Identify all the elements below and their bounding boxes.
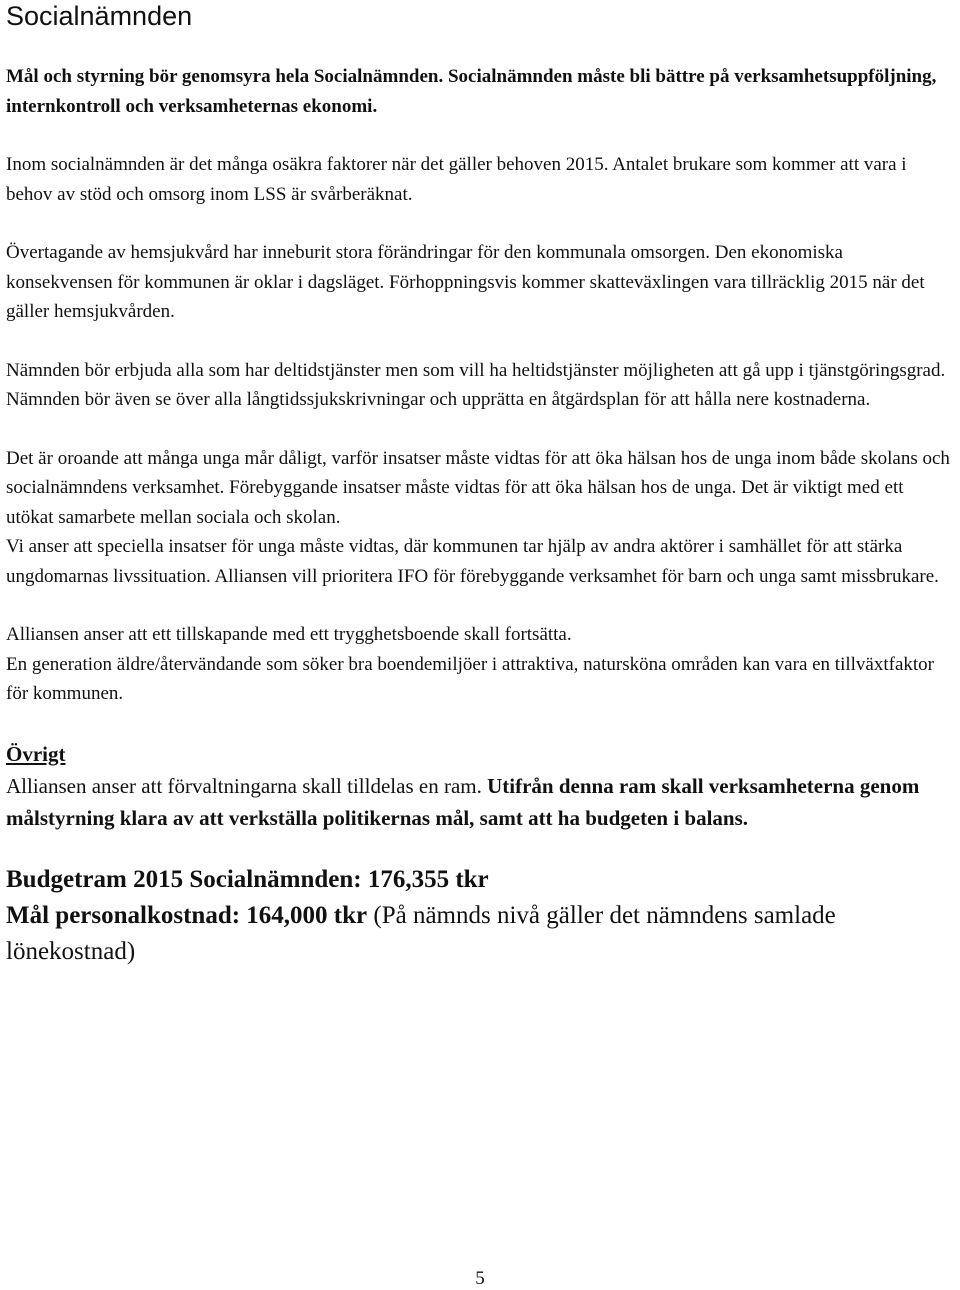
paragraph-generation: En generation äldre/återvändande som söker bra boendemiljöer i attraktiva, natursköna områden kan vara en tillväxtfaktor för kommunen. [6, 653, 935, 704]
paragraph-trygghetsboende: Alliansen anser att ett tillskapande med ett trygghetsboende skall fortsätta. [6, 624, 572, 645]
budget-line: Budgetram 2015 Socialnämnden: 176,355 tkr [6, 865, 489, 893]
paragraph-insatser: Vi anser att speciella insatser för unga måste vidtas, där kommunen tar hjälp av andra aktörer i samhället för att stärka ungdomarnas livssituation. Alliansen vill prioritera IFO för förebyggande verksamhet för barn och unga samt missbrukare. [6, 536, 939, 587]
page-title: Socialnämnden [6, 1, 193, 31]
paragraph-deltid: Nämnden bör erbjuda alla som har deltidstjänster men som vill ha heltidstjänster möjligheten att gå upp i tjänstgöringsgrad. Nämnden bör även se över alla långtidssjukskrivningar och upprätta en åtgärdsplan för att hålla nere kostnaderna. [6, 359, 946, 410]
paragraph-unga: Det är oroande att många unga mår dåligt, varför insatser måste vidtas för att öka hälsan hos de unga inom både skolans och socialnämndens verksamhet. Förebyggande insatser måste vidtas för att öka hälsan hos de unga. Det är viktigt med ett utökat samarbete mellan sociala och skolan. [6, 447, 950, 528]
paragraph-behoven: Inom socialnämnden är det många osäkra faktorer när det gäller behoven 2015. Antalet brukare som kommer att vara i behov av stöd och omsorg inom LSS är svårberäknat. [6, 154, 907, 205]
personal-cost-bold: Mål personalkostnad: 164,000 tkr [6, 901, 368, 929]
document-page [6, 0, 954, 970]
paragraph-hemsjukvard: Övertagande av hemsjukvård har inneburit stora förändringar för den kommunala omsorgen. Den ekonomiska konsekvensen för kommunen är oklar i dagsläget. Förhoppningsvis kommer skatteväxlingen vara tillräcklig 2015 när det gäller hemsjukvården. [6, 242, 925, 322]
page-number: 5 [475, 1268, 485, 1289]
ovrigt-plain-text: Alliansen anser att förvaltningarna skall tilldelas en ram. [6, 773, 488, 798]
ovrigt-bold-text: Utifrån denna ram skall verksamheterna genom målstyrning klara av att verkställa politikernas mål, samt att ha budgeten i balans. [6, 773, 920, 830]
personal-cost-note: (På nämnds nivå gäller det nämndens samlade lönekostnad) [6, 901, 836, 965]
intro-paragraph: Mål och styrning bör genomsyra hela Socialnämnden. Socialnämnden måste bli bättre på verksamhetsuppföljning, internkontroll och verksamheternas ekonomi. [6, 66, 937, 117]
section-heading-ovrigt: Övrigt [6, 741, 66, 766]
personal-cost-line [6, 898, 954, 970]
paragraph-ovrigt [6, 770, 954, 835]
